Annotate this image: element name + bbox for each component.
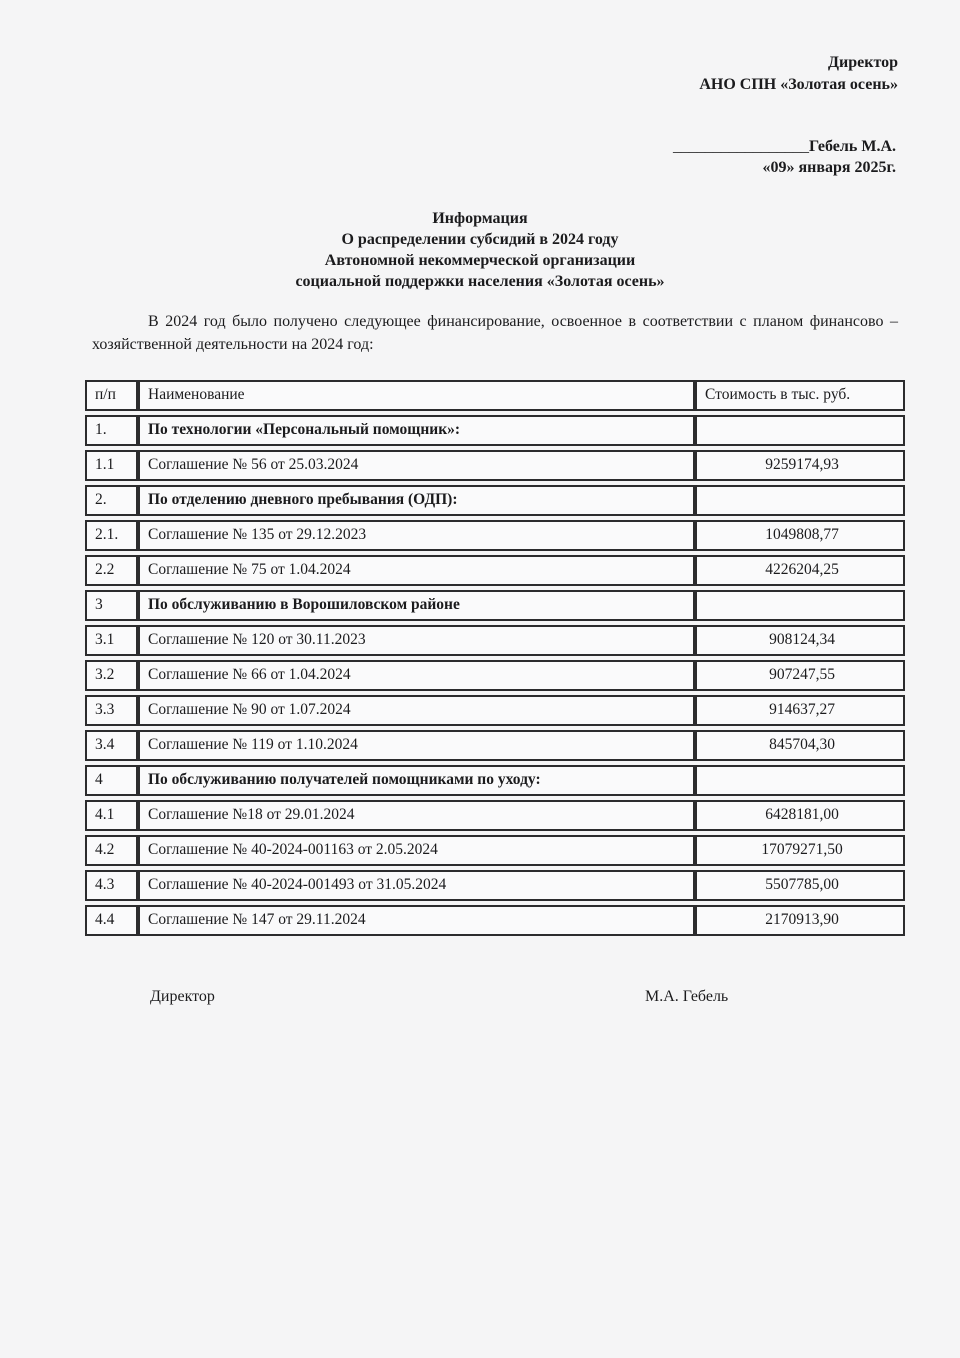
title-line-2: О распределении субсидий в 2024 году xyxy=(341,231,619,248)
row-name-cell: По технологии «Персональный помощник»: xyxy=(138,415,695,446)
row-number-cell: 3.4 xyxy=(85,730,138,761)
row-number-cell: 4.1 xyxy=(85,800,138,831)
table-row xyxy=(85,625,905,656)
table-row xyxy=(85,520,905,551)
row-number-cell: 3.3 xyxy=(85,695,138,726)
row-name-cell: Соглашение № 119 от 1.10.2024 xyxy=(138,730,695,761)
row-number-cell: 4.2 xyxy=(85,835,138,866)
row-value-cell xyxy=(695,590,905,621)
row-name-cell: Соглашение № 56 от 25.03.2024 xyxy=(138,450,695,481)
row-value-cell: 4226204,25 xyxy=(695,555,905,586)
row-value-cell xyxy=(695,415,905,446)
addressee-block xyxy=(0,52,960,96)
row-value-cell: 9259174,93 xyxy=(695,450,905,481)
title-line-3: Автономной некоммерческой организации xyxy=(324,252,636,269)
row-name-cell: По обслуживанию получателей помощниками по уходу: xyxy=(138,765,695,796)
table-row xyxy=(85,730,905,761)
table-row xyxy=(85,765,905,796)
row-number-cell: 3.2 xyxy=(85,660,138,691)
row-value-cell: 5507785,00 xyxy=(695,870,905,901)
subsidy-table xyxy=(85,376,905,940)
row-number-cell: 4 xyxy=(85,765,138,796)
signature-line xyxy=(0,136,896,157)
row-number-cell: 4.4 xyxy=(85,905,138,936)
footer-signatory: М.А. Гебель xyxy=(645,988,729,1005)
signatory-name: Гебель М.А. xyxy=(808,138,896,155)
row-value-cell: 845704,30 xyxy=(695,730,905,761)
approval-date: «09» января 2025г. xyxy=(762,159,896,176)
title-line-4: социальной поддержки населения «Золотая осень» xyxy=(295,273,665,290)
row-number-cell: 2.1. xyxy=(85,520,138,551)
row-name-cell: По отделению дневного пребывания (ОДП): xyxy=(138,485,695,516)
approval-signature-block xyxy=(0,136,960,178)
row-name-cell: Соглашение № 40-2024-001493 от 31.05.2024 xyxy=(138,870,695,901)
table-row xyxy=(85,485,905,516)
row-name-cell: Соглашение № 120 от 30.11.2023 xyxy=(138,625,695,656)
intro-paragraph: В 2024 год было получено следующее финансирование, освоенное в соответствии с планом финансово – хозяйственной деятельности на 2024 год: xyxy=(92,313,898,353)
row-value-cell xyxy=(695,485,905,516)
row-name-cell: Соглашение № 40-2024-001163 от 2.05.2024 xyxy=(138,835,695,866)
table-row xyxy=(85,835,905,866)
footer-position: Директор xyxy=(150,988,215,1005)
row-value-cell: 914637,27 xyxy=(695,695,905,726)
row-value-cell: 908124,34 xyxy=(695,625,905,656)
column-header-num: п/п xyxy=(85,380,138,411)
table-row xyxy=(85,660,905,691)
row-name-cell: Соглашение № 147 от 29.11.2024 xyxy=(138,905,695,936)
table-row xyxy=(85,450,905,481)
row-number-cell: 1. xyxy=(85,415,138,446)
row-value-cell xyxy=(695,765,905,796)
table-row xyxy=(85,415,905,446)
table-header-row xyxy=(85,380,905,411)
row-number-cell: 2.2 xyxy=(85,555,138,586)
row-number-cell: 1.1 xyxy=(85,450,138,481)
row-value-cell: 907247,55 xyxy=(695,660,905,691)
addressee-position: Директор xyxy=(828,54,898,71)
row-value-cell: 6428181,00 xyxy=(695,800,905,831)
column-header-value: Стоимость в тыс. руб. xyxy=(695,380,905,411)
addressee-organization: АНО СПН «Золотая осень» xyxy=(699,76,898,93)
row-number-cell: 3.1 xyxy=(85,625,138,656)
row-name-cell: По обслуживанию в Ворошиловском районе xyxy=(138,590,695,621)
row-name-cell: Соглашение № 135 от 29.12.2023 xyxy=(138,520,695,551)
document-title xyxy=(0,208,960,292)
table-row xyxy=(85,555,905,586)
table-row xyxy=(85,590,905,621)
row-name-cell: Соглашение № 75 от 1.04.2024 xyxy=(138,555,695,586)
table-row xyxy=(85,800,905,831)
row-number-cell: 4.3 xyxy=(85,870,138,901)
signature-blank: _________________ xyxy=(672,138,809,155)
table-row xyxy=(85,870,905,901)
footer-signature-block xyxy=(0,988,960,1010)
table-row xyxy=(85,905,905,936)
title-line-1: Информация xyxy=(432,210,528,227)
row-name-cell: Соглашение № 66 от 1.04.2024 xyxy=(138,660,695,691)
row-number-cell: 2. xyxy=(85,485,138,516)
column-header-name: Наименование xyxy=(138,380,695,411)
row-value-cell: 1049808,77 xyxy=(695,520,905,551)
row-value-cell: 17079271,50 xyxy=(695,835,905,866)
row-name-cell: Соглашение № 90 от 1.07.2024 xyxy=(138,695,695,726)
row-number-cell: 3 xyxy=(85,590,138,621)
table-row xyxy=(85,695,905,726)
row-name-cell: Соглашение №18 от 29.01.2024 xyxy=(138,800,695,831)
row-value-cell: 2170913,90 xyxy=(695,905,905,936)
